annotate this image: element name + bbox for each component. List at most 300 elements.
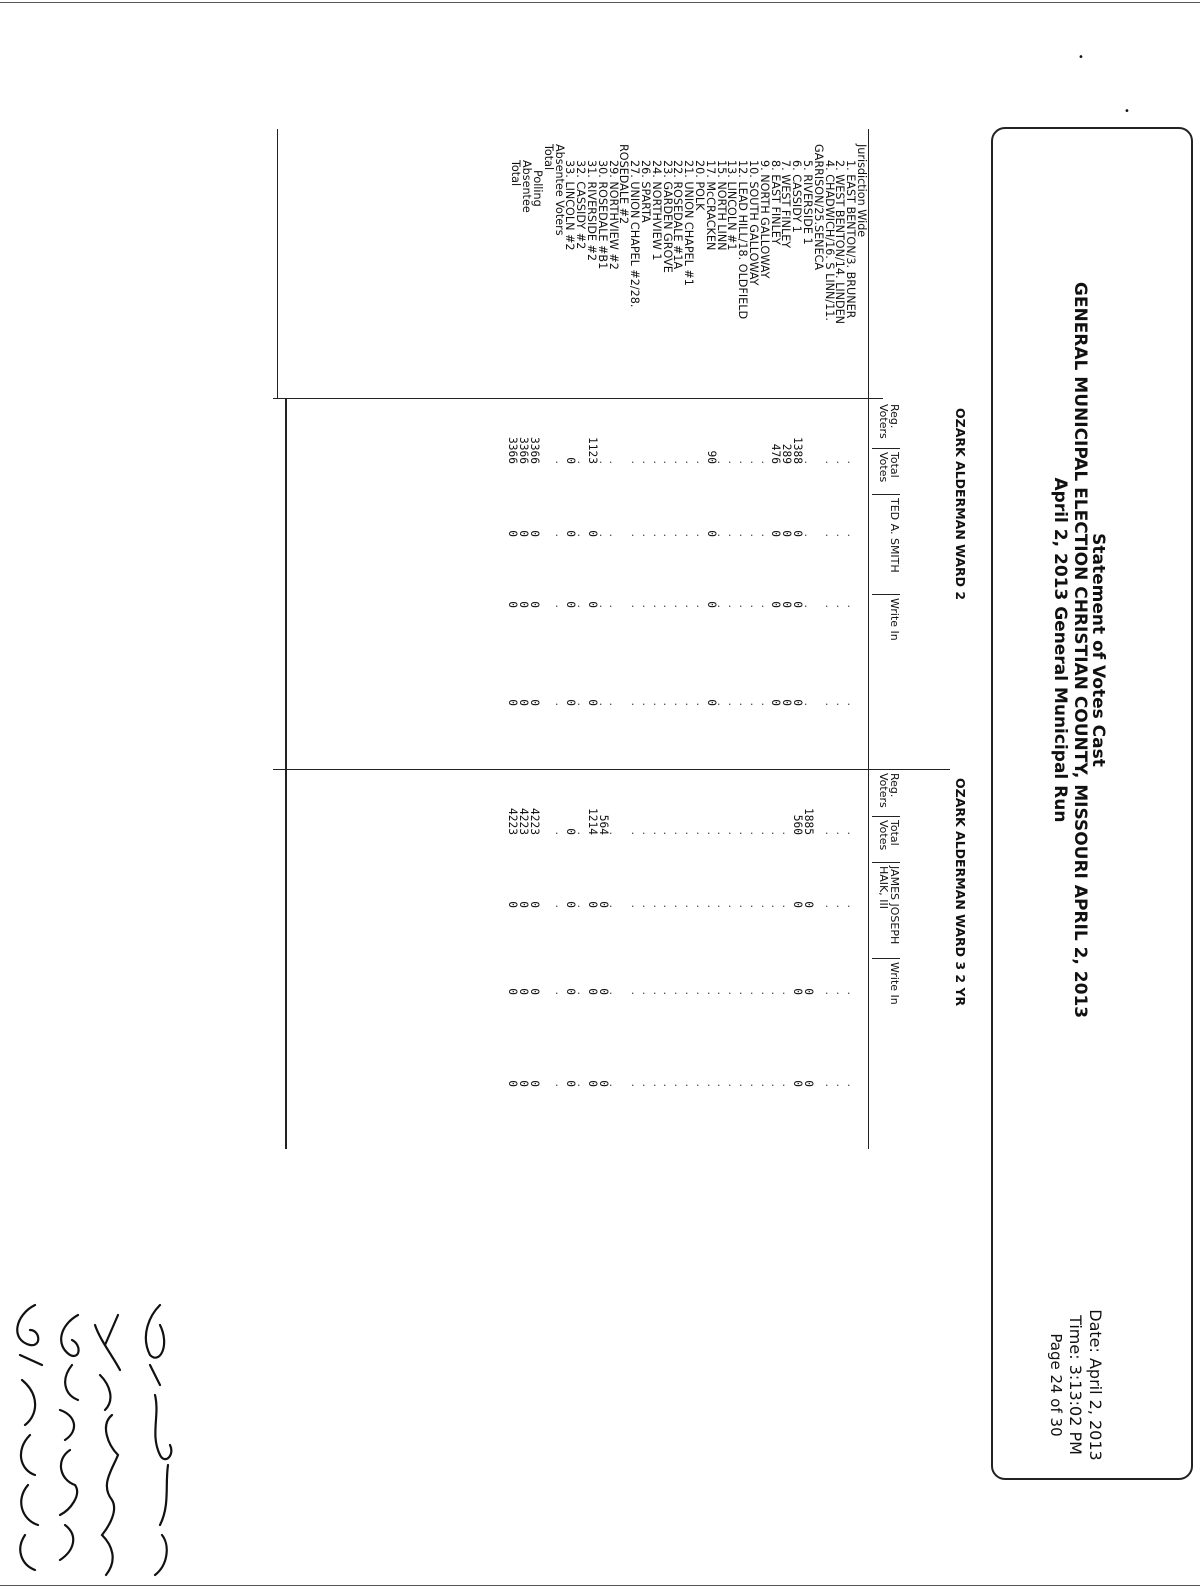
vote-cell: 0 <box>527 1080 541 1087</box>
jurisdiction-row: 20. POLK <box>693 160 707 211</box>
vote-cell: 0 <box>564 988 578 995</box>
empty-cell-dot: . <box>672 991 686 995</box>
jurisdiction-row: ROSEDALE #2 <box>617 144 631 225</box>
vote-cell: 0 <box>527 988 541 995</box>
jurisdiction-row: GARRISON/25.SENECA <box>811 144 825 271</box>
vote-cell: 0 <box>596 901 610 908</box>
jurisdiction-row: 30. ROSEDALE #B1 <box>595 160 609 270</box>
header-underline <box>868 129 869 1149</box>
jurisdiction-row: 12. LEAD HILL/18. OLDFIELD <box>736 160 750 320</box>
run-title: April 2, 2013 General Municipal Run <box>1050 477 1070 823</box>
jurisdiction-row: 5. RIVERSIDE 1 <box>801 160 815 245</box>
column-header: Total Votes <box>877 820 901 851</box>
vote-cell: 0 <box>780 699 794 706</box>
empty-cell-dot: . <box>726 831 740 835</box>
signature-daniel-cole <box>146 1305 172 1575</box>
empty-cell-dot: . <box>834 904 848 908</box>
column-header: TED A. SMITH <box>888 498 901 573</box>
empty-cell-dot: . <box>693 831 707 835</box>
empty-cell-dot: . <box>758 702 772 706</box>
jurisdiction-row: 32. CASSIDY #2 <box>574 160 588 250</box>
empty-cell-dot: . <box>639 533 653 537</box>
empty-cell-dot: . <box>834 702 848 706</box>
vote-cell: 0 <box>517 601 530 608</box>
empty-cell-dot: . <box>715 702 729 706</box>
vote-cell: 4223 <box>517 808 530 835</box>
vote-cell: 0 <box>564 457 578 464</box>
empty-cell-dot: . <box>834 991 848 995</box>
empty-cell-dot: . <box>780 1083 794 1087</box>
empty-cell-dot: . <box>672 831 686 835</box>
vote-cell: 0 <box>506 601 520 608</box>
empty-cell-dot: . <box>553 533 567 537</box>
empty-cell-dot: . <box>747 702 761 706</box>
vote-cell: 0 <box>527 601 541 608</box>
empty-cell-dot: . <box>769 991 783 995</box>
empty-cell-dot: . <box>553 904 567 908</box>
jurisdiction-row: Polling <box>531 170 545 207</box>
signature-don-russell <box>17 1305 42 1570</box>
vote-cell: 0 <box>704 530 718 537</box>
empty-cell-dot: . <box>639 460 653 464</box>
vote-cell: 0 <box>596 1080 610 1087</box>
vote-cell: 1214 <box>585 808 599 835</box>
jurisdiction-row: 27. UNION CHAPEL #2/28. <box>628 160 642 308</box>
vote-cell: 0 <box>791 601 804 608</box>
empty-cell-dot: . <box>845 991 858 995</box>
report-title: Statement of Votes Cast <box>1088 533 1108 767</box>
total-rule-left <box>277 129 278 399</box>
vote-cell: 0 <box>769 699 783 706</box>
vote-cell: 3366 <box>527 437 541 464</box>
empty-cell-dot: . <box>683 1083 696 1087</box>
vote-cell: 0 <box>527 901 541 908</box>
empty-cell-dot: . <box>726 460 740 464</box>
empty-cell-dot: . <box>747 604 761 608</box>
jurisdiction-row: 22. ROSEDALE #1A <box>671 160 685 270</box>
empty-cell-dot: . <box>704 904 718 908</box>
column-header: Reg. Voters <box>877 773 901 808</box>
empty-cell-dot: . <box>704 991 718 995</box>
empty-cell-dot: . <box>607 604 621 608</box>
empty-cell-dot: . <box>693 604 707 608</box>
empty-cell-dot: . <box>823 831 837 835</box>
empty-cell-dot: . <box>780 904 794 908</box>
empty-cell-dot: . <box>780 831 794 835</box>
empty-cell-dot: . <box>553 460 567 464</box>
jurisdiction-row: Total <box>509 160 523 187</box>
empty-cell-dot: . <box>737 831 750 835</box>
vote-cell: 3366 <box>506 437 520 464</box>
signature-earl-clevenger <box>60 1315 79 1560</box>
total-rule <box>285 399 287 1149</box>
empty-cell-dot: . <box>823 460 837 464</box>
jurisdiction-row: 7. WEST FINLEY <box>779 160 793 249</box>
column-header: JAMES JOSEPH HAIK, III <box>877 866 901 945</box>
empty-cell-dot: . <box>715 533 729 537</box>
vote-cell: 0 <box>564 1080 578 1087</box>
page-number: Page 24 of 30 <box>1047 1333 1065 1437</box>
empty-cell-dot: . <box>758 604 772 608</box>
signature-karen-cole <box>95 1315 120 1575</box>
empty-cell-dot: . <box>726 533 740 537</box>
empty-cell-dot: . <box>607 831 621 835</box>
empty-cell-dot: . <box>553 1083 567 1087</box>
empty-cell-dot: . <box>758 991 772 995</box>
vote-cell: 0 <box>801 988 815 995</box>
vote-cell: 564 <box>596 814 610 835</box>
empty-cell-dot: . <box>607 533 621 537</box>
empty-cell-dot: . <box>672 533 686 537</box>
empty-cell-dot: . <box>575 1083 588 1087</box>
empty-cell-dot: . <box>715 831 729 835</box>
empty-cell-dot: . <box>650 1083 664 1087</box>
empty-cell-dot: . <box>758 460 772 464</box>
jurisdiction-row: 33. LINCOLN #2 <box>563 160 577 251</box>
empty-cell-dot: . <box>672 604 686 608</box>
empty-cell-dot: . <box>845 831 858 835</box>
empty-cell-dot: . <box>726 702 740 706</box>
empty-cell-dot: . <box>607 460 621 464</box>
race-title-ward-2: OZARK ALDERMAN WARD 2 <box>953 408 968 601</box>
empty-cell-dot: . <box>650 460 664 464</box>
empty-cell-dot: . <box>683 604 696 608</box>
vote-cell: 0 <box>564 901 578 908</box>
jurisdiction-row: 21. UNION CHAPEL #1 <box>682 160 696 286</box>
vote-cell: 0 <box>517 1080 530 1087</box>
column-header-tick <box>872 494 900 495</box>
empty-cell-dot: . <box>823 604 837 608</box>
scan-mark: • <box>1124 106 1130 117</box>
vote-cell: 0 <box>517 699 530 706</box>
empty-cell-dot: . <box>683 991 696 995</box>
empty-cell-dot: . <box>596 604 610 608</box>
empty-cell-dot: . <box>693 991 707 995</box>
jurisdiction-row: Absentee Voters <box>552 144 566 236</box>
empty-cell-dot: . <box>607 904 621 908</box>
empty-cell-dot: . <box>845 460 858 464</box>
column-header-tick <box>872 448 900 449</box>
vote-cell: 4223 <box>506 808 520 835</box>
empty-cell-dot: . <box>661 904 675 908</box>
empty-cell-dot: . <box>726 1083 740 1087</box>
empty-cell-dot: . <box>758 831 772 835</box>
empty-cell-dot: . <box>715 991 729 995</box>
empty-cell-dot: . <box>715 904 729 908</box>
vote-cell: 0 <box>780 530 794 537</box>
empty-cell-dot: . <box>629 533 642 537</box>
empty-cell-dot: . <box>596 702 610 706</box>
vote-cell: 0 <box>791 699 804 706</box>
empty-cell-dot: . <box>661 702 675 706</box>
empty-cell-dot: . <box>845 533 858 537</box>
vote-cell: 0 <box>506 901 520 908</box>
empty-cell-dot: . <box>801 604 815 608</box>
vote-cell: 0 <box>704 699 718 706</box>
empty-cell-dot: . <box>607 1083 621 1087</box>
empty-cell-dot: . <box>747 991 761 995</box>
vote-cell: 90 <box>704 450 718 464</box>
race-title-ward-3: OZARK ALDERMAN WARD 3 2 YR <box>953 778 968 1007</box>
empty-cell-dot: . <box>769 831 783 835</box>
vote-cell: 0 <box>517 530 530 537</box>
empty-cell-dot: . <box>650 702 664 706</box>
empty-cell-dot: . <box>661 831 675 835</box>
empty-cell-dot: . <box>845 604 858 608</box>
empty-cell-dot: . <box>661 533 675 537</box>
empty-cell-dot: . <box>639 991 653 995</box>
jurisdiction-divider <box>273 398 883 399</box>
empty-cell-dot: . <box>575 460 588 464</box>
empty-cell-dot: . <box>747 1083 761 1087</box>
jurisdiction-row: 2. WEST BENTON/14. LINDEN <box>833 160 847 325</box>
empty-cell-dot: . <box>607 991 621 995</box>
report-date: Date: April 2, 2013 <box>1086 1309 1105 1461</box>
empty-cell-dot: . <box>575 604 588 608</box>
empty-cell-dot: . <box>693 904 707 908</box>
jurisdiction-row: Total <box>541 144 555 171</box>
empty-cell-dot: . <box>737 991 750 995</box>
vote-cell: 4223 <box>527 808 541 835</box>
empty-cell-dot: . <box>845 1083 858 1087</box>
empty-cell-dot: . <box>629 1083 642 1087</box>
vote-cell: 1885 <box>801 808 815 835</box>
empty-cell-dot: . <box>747 460 761 464</box>
empty-cell-dot: . <box>672 904 686 908</box>
empty-cell-dot: . <box>823 702 837 706</box>
jurisdiction-row: 17. McCRACKEN <box>703 160 717 251</box>
report-time: Time: 3:13:02 PM <box>1066 1315 1085 1455</box>
empty-cell-dot: . <box>845 702 858 706</box>
empty-cell-dot: . <box>661 460 675 464</box>
vote-cell: 0 <box>791 1080 804 1087</box>
empty-cell-dot: . <box>650 991 664 995</box>
column-header-tick <box>872 862 900 863</box>
empty-cell-dot: . <box>801 533 815 537</box>
empty-cell-dot: . <box>575 991 588 995</box>
empty-cell-dot: . <box>801 702 815 706</box>
empty-cell-dot: . <box>834 533 848 537</box>
vote-cell: 3366 <box>517 437 530 464</box>
empty-cell-dot: . <box>801 460 815 464</box>
column-header: Total Votes <box>877 452 901 483</box>
empty-cell-dot: . <box>693 533 707 537</box>
empty-cell-dot: . <box>683 831 696 835</box>
empty-cell-dot: . <box>737 460 750 464</box>
empty-cell-dot: . <box>683 904 696 908</box>
empty-cell-dot: . <box>726 991 740 995</box>
empty-cell-dot: . <box>726 904 740 908</box>
empty-cell-dot: . <box>747 831 761 835</box>
empty-cell-dot: . <box>629 991 642 995</box>
empty-cell-dot: . <box>823 1083 837 1087</box>
empty-cell-dot: . <box>823 904 837 908</box>
vote-cell: 289 <box>780 443 794 464</box>
vote-cell: 0 <box>564 828 578 835</box>
empty-cell-dot: . <box>639 1083 653 1087</box>
vote-cell: 0 <box>585 601 599 608</box>
jurisdiction-row: 8. EAST FINLEY <box>768 160 782 245</box>
empty-cell-dot: . <box>693 702 707 706</box>
vote-cell: 1123 <box>585 437 599 464</box>
empty-cell-dot: . <box>639 904 653 908</box>
empty-cell-dot: . <box>737 604 750 608</box>
vote-cell: 0 <box>704 601 718 608</box>
vote-cell: 476 <box>769 443 783 464</box>
election-subtitle: GENERAL MUNICIPAL ELECTION CHRISTIAN COUNTY, MISSOURI APRIL 2, 2013 <box>1070 281 1090 1019</box>
empty-cell-dot: . <box>639 831 653 835</box>
empty-cell-dot: . <box>629 702 642 706</box>
empty-cell-dot: . <box>715 460 729 464</box>
vote-cell: 0 <box>791 988 804 995</box>
empty-cell-dot: . <box>747 904 761 908</box>
empty-cell-dot: . <box>834 1083 848 1087</box>
empty-cell-dot: . <box>845 904 858 908</box>
empty-cell-dot: . <box>715 604 729 608</box>
empty-cell-dot: . <box>553 702 567 706</box>
empty-cell-dot: . <box>672 702 686 706</box>
vote-cell: 0 <box>791 901 804 908</box>
vote-cell: 0 <box>585 988 599 995</box>
vote-cell: 0 <box>506 530 520 537</box>
empty-cell-dot: . <box>629 460 642 464</box>
empty-cell-dot: . <box>737 702 750 706</box>
jurisdiction-row: 6. CASSIDY 1 <box>790 160 804 233</box>
empty-cell-dot: . <box>650 604 664 608</box>
vote-cell: 0 <box>527 530 541 537</box>
empty-cell-dot: . <box>661 991 675 995</box>
jurisdiction-row: 26. SPARTA <box>639 160 653 223</box>
empty-cell-dot: . <box>780 991 794 995</box>
empty-cell-dot: . <box>607 702 621 706</box>
empty-cell-dot: . <box>650 831 664 835</box>
empty-cell-dot: . <box>769 904 783 908</box>
empty-cell-dot: . <box>639 604 653 608</box>
empty-cell-dot: . <box>650 533 664 537</box>
jurisdiction-row: 15. NORTH LINN <box>714 160 728 251</box>
empty-cell-dot: . <box>629 904 642 908</box>
empty-cell-dot: . <box>747 533 761 537</box>
vote-cell: 0 <box>791 530 804 537</box>
empty-cell-dot: . <box>575 904 588 908</box>
empty-cell-dot: . <box>650 904 664 908</box>
empty-cell-dot: . <box>693 460 707 464</box>
empty-cell-dot: . <box>629 604 642 608</box>
empty-cell-dot: . <box>575 533 588 537</box>
vote-cell: 0 <box>585 530 599 537</box>
vote-cell: 0 <box>564 601 578 608</box>
empty-cell-dot: . <box>575 702 588 706</box>
race-divider <box>273 769 950 770</box>
vote-cell: 0 <box>506 1080 520 1087</box>
empty-cell-dot: . <box>704 1083 718 1087</box>
vote-cell: 0 <box>585 699 599 706</box>
column-header: Write In <box>888 598 901 641</box>
empty-cell-dot: . <box>715 1083 729 1087</box>
empty-cell-dot: . <box>629 831 642 835</box>
jurisdiction-row: 24. NORTHVIEW 1 <box>649 160 663 261</box>
empty-cell-dot: . <box>672 1083 686 1087</box>
empty-cell-dot: . <box>683 702 696 706</box>
vote-cell: 0 <box>585 1080 599 1087</box>
empty-cell-dot: . <box>769 1083 783 1087</box>
empty-cell-dot: . <box>758 904 772 908</box>
jurisdiction-row: 31. RIVERSIDE #2 <box>585 160 599 262</box>
vote-cell: 0 <box>801 1080 815 1087</box>
jurisdiction-row: Absentee <box>520 160 534 213</box>
jurisdiction-row: 10. SOUTH GALLOWAY <box>747 160 761 286</box>
empty-cell-dot: . <box>596 460 610 464</box>
empty-cell-dot: . <box>683 533 696 537</box>
vote-cell: 1388 <box>791 437 804 464</box>
empty-cell-dot: . <box>726 604 740 608</box>
column-header-tick <box>872 594 900 595</box>
empty-cell-dot: . <box>758 1083 772 1087</box>
jurisdiction-row: 23. GARDEN GROVE <box>660 160 674 273</box>
empty-cell-dot: . <box>823 991 837 995</box>
jurisdiction-list <box>510 144 866 384</box>
column-header-tick <box>872 958 900 959</box>
empty-cell-dot: . <box>596 533 610 537</box>
vote-cell: 0 <box>564 530 578 537</box>
vote-cell: 0 <box>564 699 578 706</box>
column-header-tick <box>872 816 900 817</box>
empty-cell-dot: . <box>553 991 567 995</box>
empty-cell-dot: . <box>737 533 750 537</box>
scan-mark: • <box>1078 52 1084 63</box>
empty-cell-dot: . <box>575 831 588 835</box>
vote-cell: 0 <box>517 901 530 908</box>
vote-cell: 0 <box>780 601 794 608</box>
signatures <box>0 1285 260 1585</box>
empty-cell-dot: . <box>683 460 696 464</box>
vote-cell: 0 <box>596 988 610 995</box>
empty-cell-dot: . <box>693 1083 707 1087</box>
empty-cell-dot: . <box>823 533 837 537</box>
vote-cell: 0 <box>517 988 530 995</box>
empty-cell-dot: . <box>834 831 848 835</box>
empty-cell-dot: . <box>737 1083 750 1087</box>
vote-cell: 0 <box>506 699 520 706</box>
empty-cell-dot: . <box>704 831 718 835</box>
vote-cell: 0 <box>527 699 541 706</box>
empty-cell-dot: . <box>639 702 653 706</box>
vote-cell: 0 <box>506 988 520 995</box>
jurisdiction-row: 9. NORTH GALLOWAY <box>757 160 771 279</box>
empty-cell-dot: . <box>834 460 848 464</box>
vote-cell: 0 <box>769 601 783 608</box>
vote-cell: 0 <box>801 901 815 908</box>
empty-cell-dot: . <box>834 604 848 608</box>
column-header: Write In <box>888 962 901 1005</box>
column-header: Reg. Voters <box>877 404 901 439</box>
empty-cell-dot: . <box>661 604 675 608</box>
vote-cell: 560 <box>791 814 804 835</box>
empty-cell-dot: . <box>737 904 750 908</box>
jurisdiction-header: Jurisdiction Wide <box>855 144 868 238</box>
vote-cell: 0 <box>585 901 599 908</box>
jurisdiction-row: 13. LINCOLN #1 <box>725 160 739 251</box>
vote-cell: 0 <box>769 530 783 537</box>
empty-cell-dot: . <box>758 533 772 537</box>
jurisdiction-row: 29. NORTHVIEW #2 <box>606 160 620 270</box>
empty-cell-dot: . <box>553 831 567 835</box>
empty-cell-dot: . <box>672 460 686 464</box>
jurisdiction-row: 1. EAST BENTON/3. BRUNER <box>844 160 858 319</box>
empty-cell-dot: . <box>553 604 567 608</box>
jurisdiction-row: 4. CHADWICH/16. S LINN/11. <box>822 160 836 321</box>
empty-cell-dot: . <box>661 1083 675 1087</box>
